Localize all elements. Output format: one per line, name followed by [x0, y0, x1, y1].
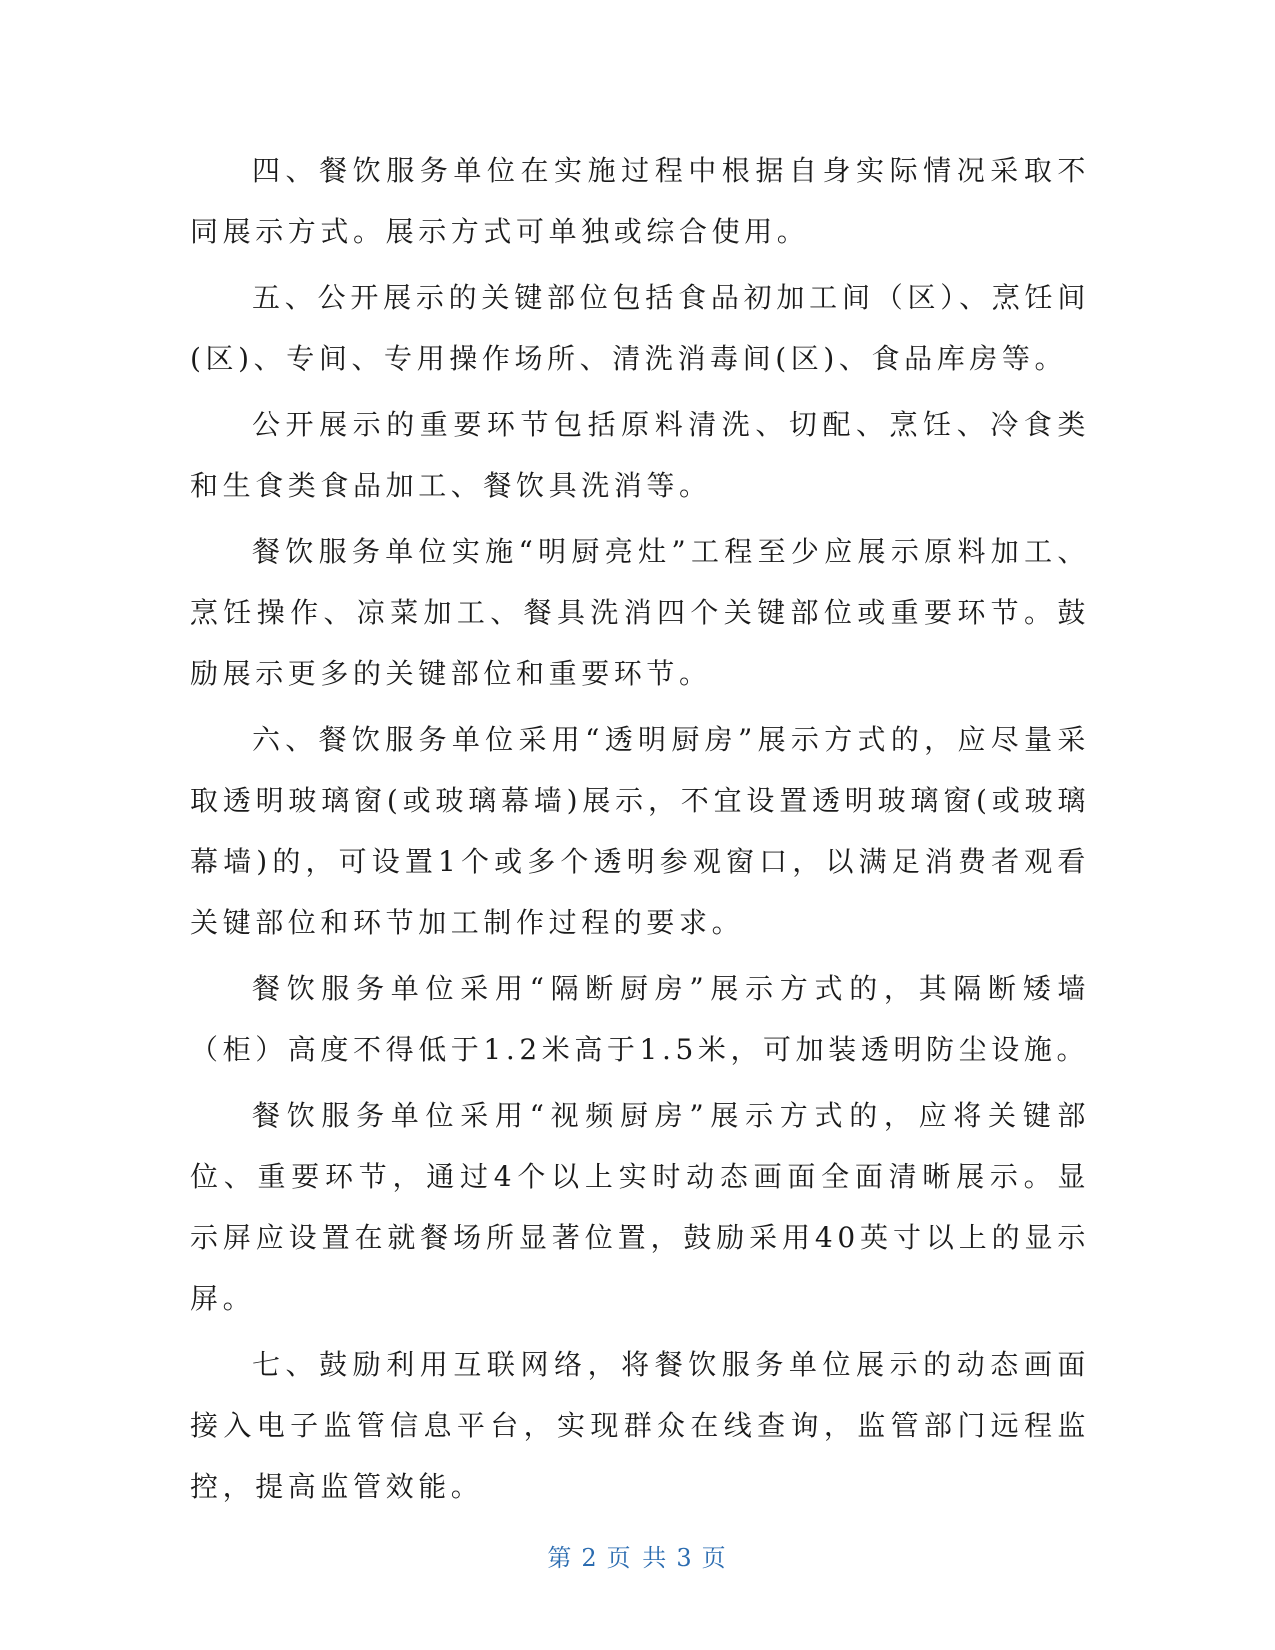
- paragraph-partition-kitchen: 餐饮服务单位采用“隔断厨房”展示方式的，其隔断矮墙（柜）高度不得低于1.2米高于1.5米，可加装透明防尘设施。: [190, 972, 1090, 1066]
- paragraph-4: 四、餐饮服务单位在实施过程中根据自身实际情况采取不同展示方式。展示方式可单独或综合使用。: [190, 154, 1090, 248]
- footer-middle: 页 共: [606, 1544, 669, 1572]
- paragraph-6: 六、餐饮服务单位采用“透明厨房”展示方式的，应尽量采取透明玻璃窗(或玻璃幕墙)展示，不宜设置透明玻璃窗(或玻璃幕墙)的，可设置1个或多个透明参观窗口，以满足消费者观看关键部位和环节加工制作过程的要求。: [190, 723, 1090, 939]
- document-body: [190, 140, 1090, 1522]
- paragraph-7: 七、鼓励利用互联网络，将餐饮服务单位展示的动态画面接入电子监管信息平台，实现群众在线查询，监管部门远程监控，提高监管效能。: [190, 1348, 1090, 1503]
- paragraph-minimum-display: 餐饮服务单位实施“明厨亮灶”工程至少应展示原料加工、烹饪操作、凉菜加工、餐具洗消四个关键部位或重要环节。鼓励展示更多的关键部位和重要环节。: [190, 535, 1090, 690]
- paragraph-5: 五、公开展示的关键部位包括食品初加工间（区）、烹饪间(区)、专间、专用操作场所、清洗消毒间(区)、食品库房等。: [190, 281, 1090, 375]
- footer-total-pages: 3: [676, 1544, 694, 1572]
- footer-current-page: 2: [581, 1544, 599, 1572]
- page-footer: [0, 1538, 1275, 1573]
- footer-prefix: 第: [547, 1544, 574, 1572]
- paragraph-video-kitchen: 餐饮服务单位采用“视频厨房”展示方式的，应将关键部位、重要环节，通过4个以上实时动态画面全面清晰展示。显示屏应设置在就餐场所显著位置，鼓励采用40英寸以上的显示屏。: [190, 1099, 1090, 1315]
- paragraph-important-steps: 公开展示的重要环节包括原料清洗、切配、烹饪、冷食类和生食类食品加工、餐饮具洗消等。: [190, 408, 1090, 502]
- footer-suffix: 页: [701, 1544, 728, 1572]
